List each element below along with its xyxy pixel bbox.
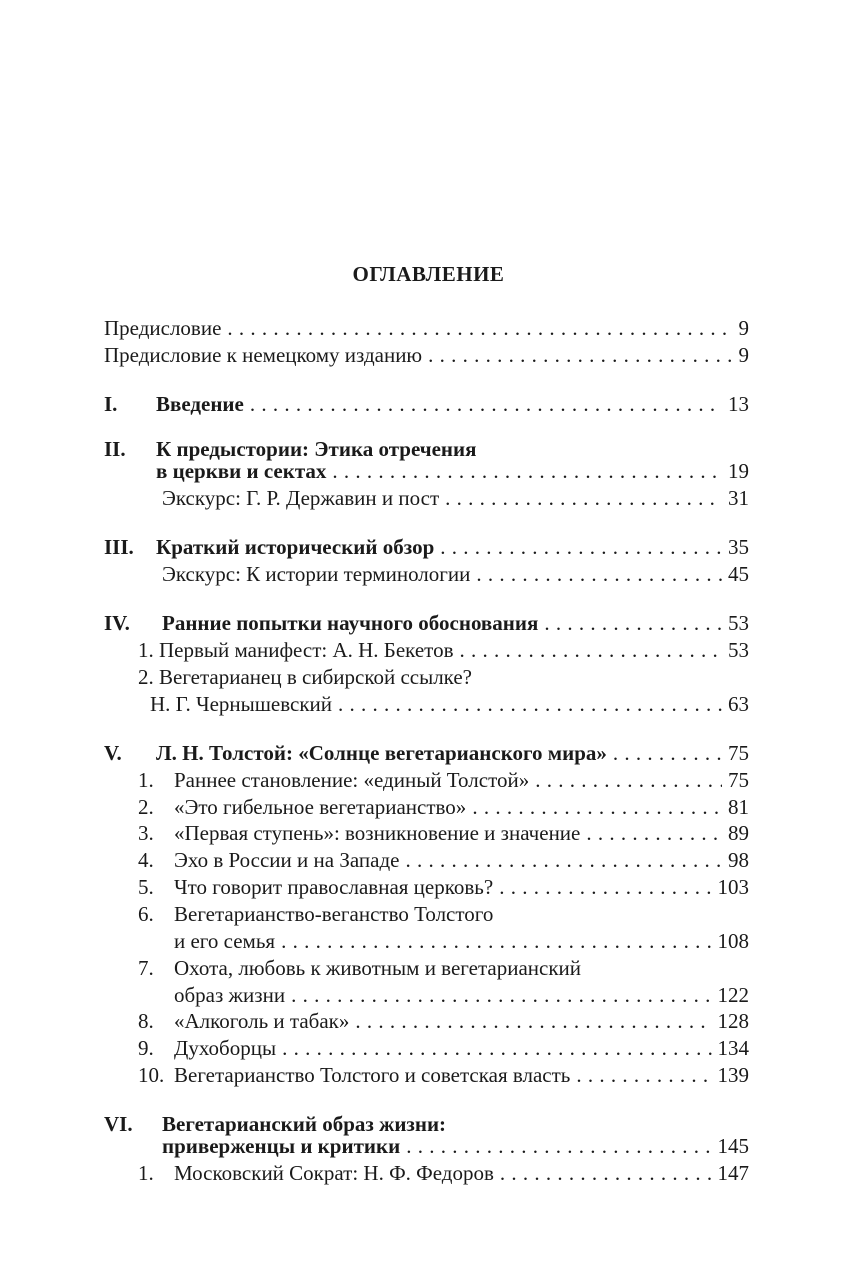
page-number: 122 (717, 983, 749, 1007)
chapter-title: приверженцы и критики (162, 1134, 401, 1158)
chapter-title: Вегетарианский образ жизни: (162, 1112, 447, 1136)
toc-chapter-continued[interactable] (104, 458, 749, 484)
dot-leader (405, 847, 722, 873)
entry-number: 3. (138, 821, 154, 845)
entry-title: Экскурс: Г. Р. Державин и пост (162, 486, 440, 510)
dot-leader (282, 1035, 711, 1061)
page-number: 98 (728, 848, 749, 872)
entry-title: Что говорит православная церковь? (174, 875, 494, 899)
entry-title: Московский Сократ: Н. Ф. Федоров (174, 1161, 494, 1185)
toc-entry-continued[interactable] (104, 928, 749, 954)
dot-leader (476, 561, 722, 587)
chapter-number: II. (104, 437, 126, 461)
page-number: 75 (728, 741, 749, 765)
toc-entry[interactable] (104, 847, 749, 873)
toc-entry[interactable] (104, 767, 749, 793)
page-number: 147 (717, 1161, 749, 1185)
toc-entry[interactable] (104, 901, 749, 927)
entry-title: 2. Вегетарианец в сибирской ссылке? (138, 665, 472, 689)
dot-leader (227, 315, 732, 341)
chapter-title: Краткий исторический обзор (156, 535, 435, 559)
entry-number: 8. (138, 1009, 154, 1033)
toc-entry-continued[interactable] (104, 691, 749, 717)
dot-leader (338, 691, 722, 717)
entry-title: Н. Г. Чернышевский (150, 692, 333, 716)
page-number: 45 (728, 562, 749, 586)
entry-title: и его семья (174, 929, 276, 953)
toc-entry[interactable] (104, 637, 749, 663)
entry-number: 10. (138, 1063, 165, 1087)
dot-leader (544, 610, 722, 636)
entry-title: «Алкоголь и табак» (174, 1009, 350, 1033)
toc-chapter-continued[interactable] (104, 1133, 749, 1159)
chapter-number: IV. (104, 611, 130, 635)
entry-number: 5. (138, 875, 154, 899)
dot-leader (499, 874, 711, 900)
page-number: 139 (717, 1063, 749, 1087)
toc-entry[interactable] (104, 1035, 749, 1061)
toc-chapter[interactable] (104, 534, 749, 560)
entry-title: Вегетарианство-веганство Толстого (174, 902, 494, 926)
entry-title: 1. Первый манифест: А. Н. Бекетов (138, 638, 454, 662)
chapter-title: К предыстории: Этика отречения (156, 437, 477, 461)
dot-leader (500, 1160, 712, 1186)
page-title: ОГЛАВЛЕНИЕ (352, 262, 505, 286)
dot-leader (291, 982, 711, 1008)
page-number: 81 (728, 795, 749, 819)
dot-leader (586, 820, 722, 846)
dot-leader (535, 767, 722, 793)
dot-leader (250, 391, 722, 417)
entry-title: Предисловие (104, 316, 222, 340)
toc-entry[interactable] (104, 561, 749, 587)
toc-chapter[interactable] (104, 610, 749, 636)
chapter-title: Ранние попытки научного обоснования (162, 611, 539, 635)
chapter-title: в церкви и сектах (156, 459, 327, 483)
page-number: 128 (717, 1009, 749, 1033)
dot-leader (332, 458, 722, 484)
entry-title: «Это гибельное вегетарианство» (174, 795, 467, 819)
dot-leader (440, 534, 722, 560)
entry-number: 6. (138, 902, 154, 926)
entry-title: Охота, любовь к животным и вегетарианский (174, 956, 582, 980)
page-number: 108 (717, 929, 749, 953)
entry-title: Экскурс: К истории терминологии (162, 562, 471, 586)
entry-title: Эхо в России и на Западе (174, 848, 400, 872)
toc-entry[interactable] (104, 1062, 749, 1088)
dot-leader (460, 637, 722, 663)
dot-leader (445, 485, 722, 511)
page-number: 103 (717, 875, 749, 899)
toc-entry[interactable] (104, 820, 749, 846)
entry-number: 7. (138, 956, 154, 980)
page-number: 75 (728, 768, 749, 792)
toc-entry[interactable] (104, 1160, 749, 1186)
entry-title: образ жизни (174, 983, 286, 1007)
toc-entry[interactable] (104, 485, 749, 511)
page-number: 89 (728, 821, 749, 845)
page-number: 9 (738, 316, 749, 340)
dot-leader (613, 740, 722, 766)
toc-entry[interactable] (104, 315, 749, 341)
entry-number: 1. (138, 768, 154, 792)
page-number: 134 (717, 1036, 749, 1060)
toc-entry-continued[interactable] (104, 982, 749, 1008)
entry-title: Раннее становление: «единый Толстой» (174, 768, 530, 792)
toc-entry[interactable] (104, 955, 749, 981)
toc-entry[interactable] (104, 874, 749, 900)
page-number: 13 (728, 392, 749, 416)
entry-number: 9. (138, 1036, 154, 1060)
page-number: 53 (728, 638, 749, 662)
page-number: 9 (738, 343, 749, 367)
entry-title: Духоборцы (174, 1036, 277, 1060)
chapter-title: Введение (156, 392, 244, 416)
toc-entry[interactable] (104, 664, 749, 690)
toc-entry[interactable] (104, 1008, 749, 1034)
toc-chapter[interactable] (104, 391, 749, 417)
toc-chapter[interactable] (104, 740, 749, 766)
page-number: 53 (728, 611, 749, 635)
chapter-number: I. (104, 392, 118, 416)
dot-leader (576, 1062, 711, 1088)
page-number: 145 (717, 1134, 749, 1158)
entry-title: «Первая ступень»: возникновение и значение (174, 821, 581, 845)
chapter-title: Л. Н. Толстой: «Солнце вегетарианского мира» (156, 741, 607, 765)
toc-entry[interactable] (104, 794, 749, 820)
chapter-number: V. (104, 741, 122, 765)
dot-leader (281, 928, 711, 954)
toc-entry[interactable] (104, 342, 749, 368)
entry-number: 4. (138, 848, 154, 872)
entry-number: 2. (138, 795, 154, 819)
dot-leader (406, 1133, 711, 1159)
dot-leader (355, 1008, 711, 1034)
entry-title: Вегетарианство Толстого и советская власть (174, 1063, 571, 1087)
page-number: 35 (728, 535, 749, 559)
chapter-number: VI. (104, 1112, 133, 1136)
dot-leader (428, 342, 732, 368)
entry-title: Предисловие к немецкому изданию (104, 343, 423, 367)
page-number: 63 (728, 692, 749, 716)
page-number: 31 (728, 486, 749, 510)
chapter-number: III. (104, 535, 134, 559)
entry-number: 1. (138, 1161, 154, 1185)
page-number: 19 (728, 459, 749, 483)
dot-leader (472, 794, 722, 820)
